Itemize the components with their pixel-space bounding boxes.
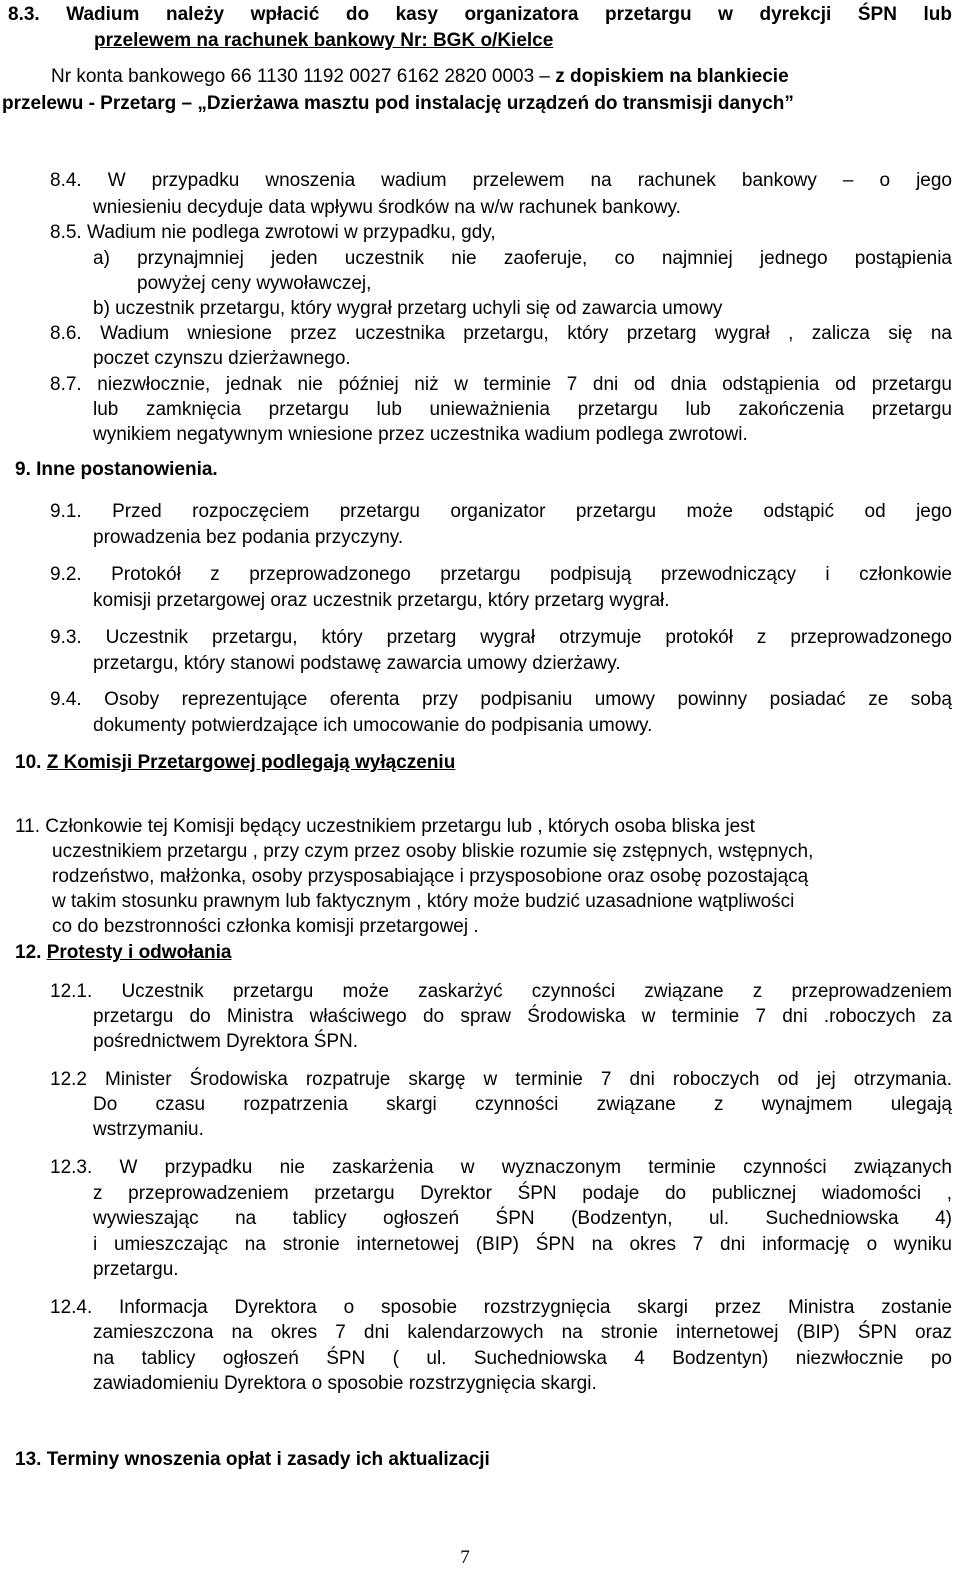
sec-8-7-line-1: 8.7. niezwłocznie, jednak nie później niż w terminie 7 dni od dnia odstąpienia od przetargu	[50, 374, 952, 395]
sec-8-3-line-2: przelewem na rachunek bankowy Nr: BGK o/Kielce	[94, 30, 554, 51]
sec-8-4-line-2: wniesieniu decyduje data wpływu środków na w/w rachunek bankowy.	[93, 197, 681, 218]
sec-12-4-line-1: 12.4. Informacja Dyrektora o sposobie rozstrzygnięcia skargi przez Ministra zostanie	[50, 1297, 952, 1318]
sec-10-title: Z Komisji Przetargowej podlegają wyłączeniu	[46, 752, 456, 773]
sec-12-3-line-5: przetargu.	[93, 1259, 179, 1280]
sec-11-line-4: w takim stosunku prawnym lub faktycznym , który może budzić uzasadnione wątpliwości	[52, 891, 795, 912]
sec-9-3-line-1: 9.3. Uczestnik przetargu, który przetarg wygrał otrzymuje protokół z przeprowadzonego	[50, 627, 952, 648]
page-number: 7	[460, 1547, 470, 1568]
sec-8-7-line-2: lub zamknięcia przetargu lub unieważnienia przetargu lub zakończenia przetargu	[93, 399, 952, 420]
sec-12-4-line-2: zamieszczona na okres 7 dni kalendarzowych na stronie internetowej (BIP) ŚPN oraz	[93, 1322, 952, 1343]
sec-9-2-line-1: 9.2. Protokół z przeprowadzonego przetargu podpisują przewodniczący i członkowie	[50, 564, 952, 585]
sec-8-6-line-2: poczet czynszu dzierżawnego.	[93, 348, 351, 369]
sec-8-7-line-3: wynikiem negatywnym wniesione przez uczestnika wadium podlega zwrotowi.	[93, 424, 748, 445]
sec-8-3-line-4: przelewu - Przetarg – „Dzierżawa masztu pod instalację urządzeń do transmisji danych”	[2, 93, 794, 114]
sec-12-1-line-1: 12.1. Uczestnik przetargu może zaskarżyć czynności związane z przeprowadzeniem	[50, 981, 952, 1002]
sec-12-number: 12.	[15, 942, 47, 963]
sec-12-2-line-2: Do czasu rozpatrzenia skargi czynności związane z wynajmem ulegają	[93, 1094, 952, 1115]
sec-12-3-line-4: i umieszczając na stronie internetowej (BIP) ŚPN na okres 7 dni informację o wyniku	[93, 1234, 952, 1255]
sec-9-4-line-1: 9.4. Osoby reprezentujące oferenta przy podpisaniu umowy powinny posiadać ze sobą	[50, 689, 952, 710]
sec-12-4-line-4: zawiadomieniu Dyrektora o sposobie rozstrzygnięcia skargi.	[93, 1373, 597, 1394]
sec-8-5-line-4: b) uczestnik przetargu, który wygrał przetarg uchyli się od zawarcia umowy	[93, 298, 723, 319]
sec-9-heading: 9. Inne postanowienia.	[15, 459, 218, 480]
account-number: Nr konta bankowego 66 1130 1192 0027 6162 2820 0003 –	[51, 66, 556, 87]
sec-12-3-line-1: 12.3. W przypadku nie zaskarżenia w wyznaczonym terminie czynności związanych	[50, 1157, 952, 1178]
sec-8-4-line-1: 8.4. W przypadku wnoszenia wadium przelewem na rachunek bankowy – o jego	[50, 170, 952, 191]
sec-12-3-line-2: z przeprowadzeniem przetargu Dyrektor ŚPN podaje do publicznej wiadomości ,	[93, 1183, 952, 1204]
sec-11-line-1: 11. Członkowie tej Komisji będący uczestnikiem przetargu lub , których osoba bliska jest	[15, 816, 755, 837]
sec-9-1-line-2: prowadzenia bez podania przyczyny.	[93, 527, 404, 548]
sec-11-line-5: co do bezstronności członka komisji przetargowej .	[52, 916, 479, 937]
sec-8-5-line-2: a) przynajmniej jeden uczestnik nie zaoferuje, co najmniej jednego postąpienia	[93, 248, 952, 269]
sec-8-5-line-3: powyżej ceny wywoławczej,	[137, 273, 372, 294]
sec-8-3-line-1: 8.3. Wadium należy wpłacić do kasy organizatora przetargu w dyrekcji ŚPN lub	[8, 4, 952, 25]
sec-9-1-line-1: 9.1. Przed rozpoczęciem przetargu organizator przetargu może odstąpić od jego	[50, 501, 952, 522]
sec-9-4-line-2: dokumenty potwierdzające ich umocowanie do podpisania umowy.	[93, 715, 653, 736]
sec-12-2-line-3: wstrzymaniu.	[93, 1119, 204, 1140]
sec-10-heading	[15, 752, 455, 774]
sec-13-heading: 13. Terminy wnoszenia opłat i zasady ich aktualizacji	[15, 1449, 490, 1470]
sec-12-4-line-3: na tablicy ogłoszeń ŚPN ( ul. Suchedniowska 4 Bodzentyn) niezwłocznie po	[93, 1348, 952, 1369]
sec-9-3-line-2: przetargu, który stanowi podstawę zawarcia umowy dzierżawy.	[93, 653, 621, 674]
sec-11-line-2: uczestnikiem przetargu , przy czym przez osoby bliskie rozumie się zstępnych, wstępnych,	[52, 841, 814, 862]
sec-8-3-line-3	[51, 66, 789, 88]
sec-12-1-line-3: pośrednictwem Dyrektora ŚPN.	[93, 1031, 359, 1052]
sec-12-title: Protesty i odwołania	[46, 942, 232, 963]
sec-12-1-line-2: przetargu do Ministra właściwego do spraw Środowiska w terminie 7 dni .roboczych za	[93, 1006, 952, 1027]
transfer-note: z dopiskiem na blankiecie	[555, 66, 789, 87]
sec-12-2-line-1: 12.2 Minister Środowiska rozpatruje skargę w terminie 7 dni roboczych od jej otrzymania.	[50, 1069, 952, 1090]
sec-9-2-line-2: komisji przetargowej oraz uczestnik przetargu, który przetarg wygrał.	[93, 590, 670, 611]
sec-12-3-line-3: wywieszając na tablicy ogłoszeń ŚPN (Bodzentyn, ul. Suchedniowska 4)	[93, 1208, 952, 1229]
sec-12-heading	[15, 942, 231, 964]
sec-10-number: 10.	[15, 752, 47, 773]
sec-11-line-3: rodzeństwo, małżonka, osoby przysposabiające i przysposobione oraz osobę pozostającą	[52, 866, 809, 887]
sec-8-6-line-1: 8.6. Wadium wniesione przez uczestnika przetargu, który przetarg wygrał , zalicza się na	[50, 323, 952, 344]
sec-8-5-line-1: 8.5. Wadium nie podlega zwrotowi w przypadku, gdy,	[50, 222, 496, 243]
